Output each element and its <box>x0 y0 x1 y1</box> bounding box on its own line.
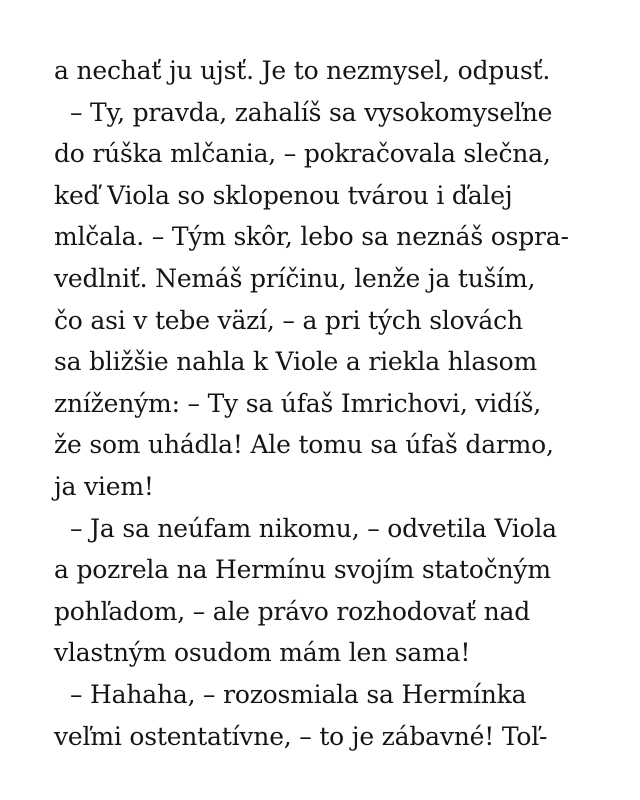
text-line: a nechať ju ujsť. Je to nezmysel, odpusť. <box>54 56 551 85</box>
text-line: do rúška mlčania, – pokračovala slečna, <box>54 139 551 169</box>
text-line: vedlniť. Nemáš príčinu, lenže ja tuším, <box>54 263 536 293</box>
text-line: vlastným osudom mám len sama! <box>54 638 471 668</box>
text-line: – Hahaha, – rozosmiala sa Hermínka <box>70 679 527 709</box>
text-line: že som uhádla! Ale tomu sa úfaš darmo, <box>54 430 554 460</box>
text-line: – Ja sa neúfam nikomu, – odvetila Viola <box>70 513 557 543</box>
text-line: a pozrela na Hermínu svojím statočným <box>54 555 551 585</box>
body-text <box>54 50 614 757</box>
text-line: zníženým: – Ty sa úfaš Imrichovi, vidíš, <box>54 388 542 418</box>
text-line: sa bližšie nahla k Viole a riekla hlasom <box>54 347 538 377</box>
text-line: pohľadom, – ale právo rozhodovať nad <box>54 596 530 626</box>
text-line: – Ty, pravda, zahalíš sa vysokomyseľne <box>70 97 553 127</box>
text-line: keď Viola so sklopenou tvárou i ďalej <box>54 180 513 210</box>
text-line: veľmi ostentatívne, – to je zábavné! Toľ- <box>54 721 548 751</box>
text-line: mlčala. – Tým skôr, lebo sa neznáš ospra- <box>54 222 569 252</box>
text-line: čo asi v tebe väzí, – a pri tých slovách <box>54 305 523 335</box>
text-line: ja viem! <box>54 471 154 501</box>
